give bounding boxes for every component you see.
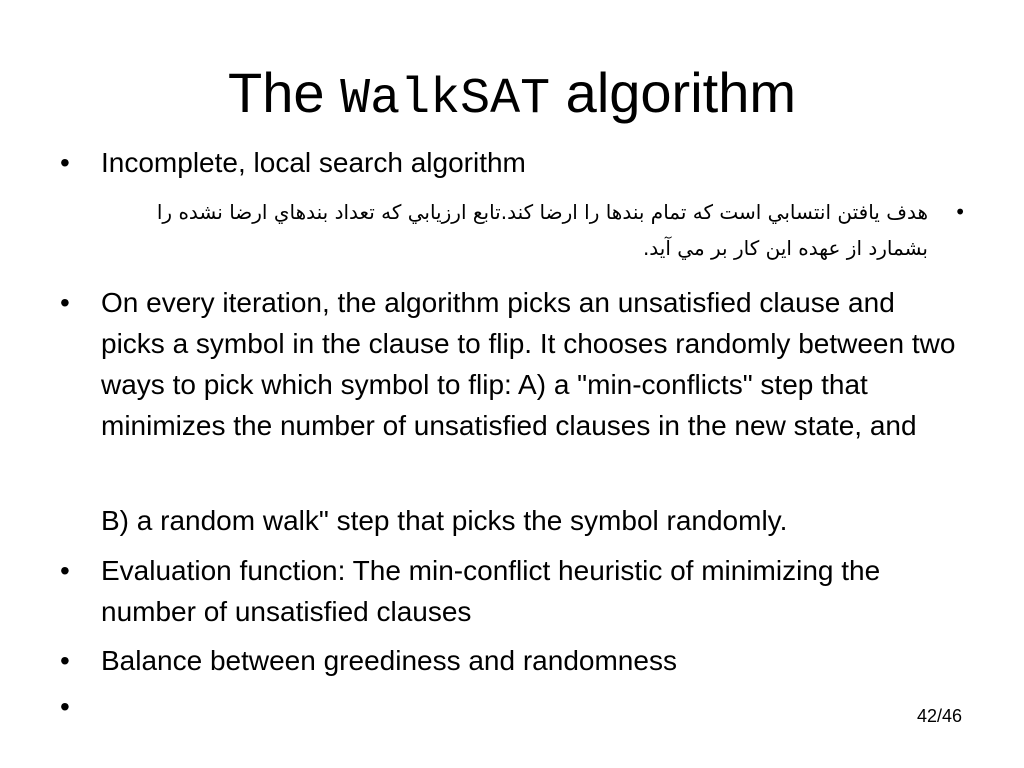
- slide-title: [0, 58, 1024, 135]
- bullet-dot: •: [60, 645, 70, 676]
- bullet-dot: •: [60, 287, 70, 318]
- bullet-text: On every iteration, the algorithm picks an unsatisfied clause and picks a symbol in the clause to flip. It chooses randomly between two ways to pick which symbol to flip: A) a "min-conflicts" step that minimizes the number of unsatisfied clauses in the new state, and: [101, 287, 956, 441]
- title-prefix: The: [228, 61, 341, 124]
- title-suffix: algorithm: [550, 61, 796, 124]
- bullet-text: B) a random walk" step that picks the symbol randomly.: [101, 505, 788, 536]
- bullet-text: Evaluation function: The min-conflict heuristic of minimizing the number of unsatisfied clauses: [101, 555, 881, 627]
- bullet-text-persian: هدف يافتن انتسابي است كه تمام بندها را ارضا كند.تابع ارزيابي كه تعداد بندهاي ارضا نشده را بشمارد از عهده اين كار بر مي آيد.: [156, 200, 928, 260]
- bullet-text: Balance between greediness and randomness: [101, 645, 677, 676]
- title-code: WalkSAT: [340, 71, 551, 128]
- page-number: 42/46: [916, 706, 962, 726]
- bullet-text: Incomplete, local search algorithm: [101, 147, 526, 178]
- bullet-dot: •: [60, 555, 70, 586]
- bullet-dot: •: [60, 147, 70, 178]
- bullet-dot: •: [954, 200, 966, 224]
- bullet-dot: •: [60, 691, 70, 722]
